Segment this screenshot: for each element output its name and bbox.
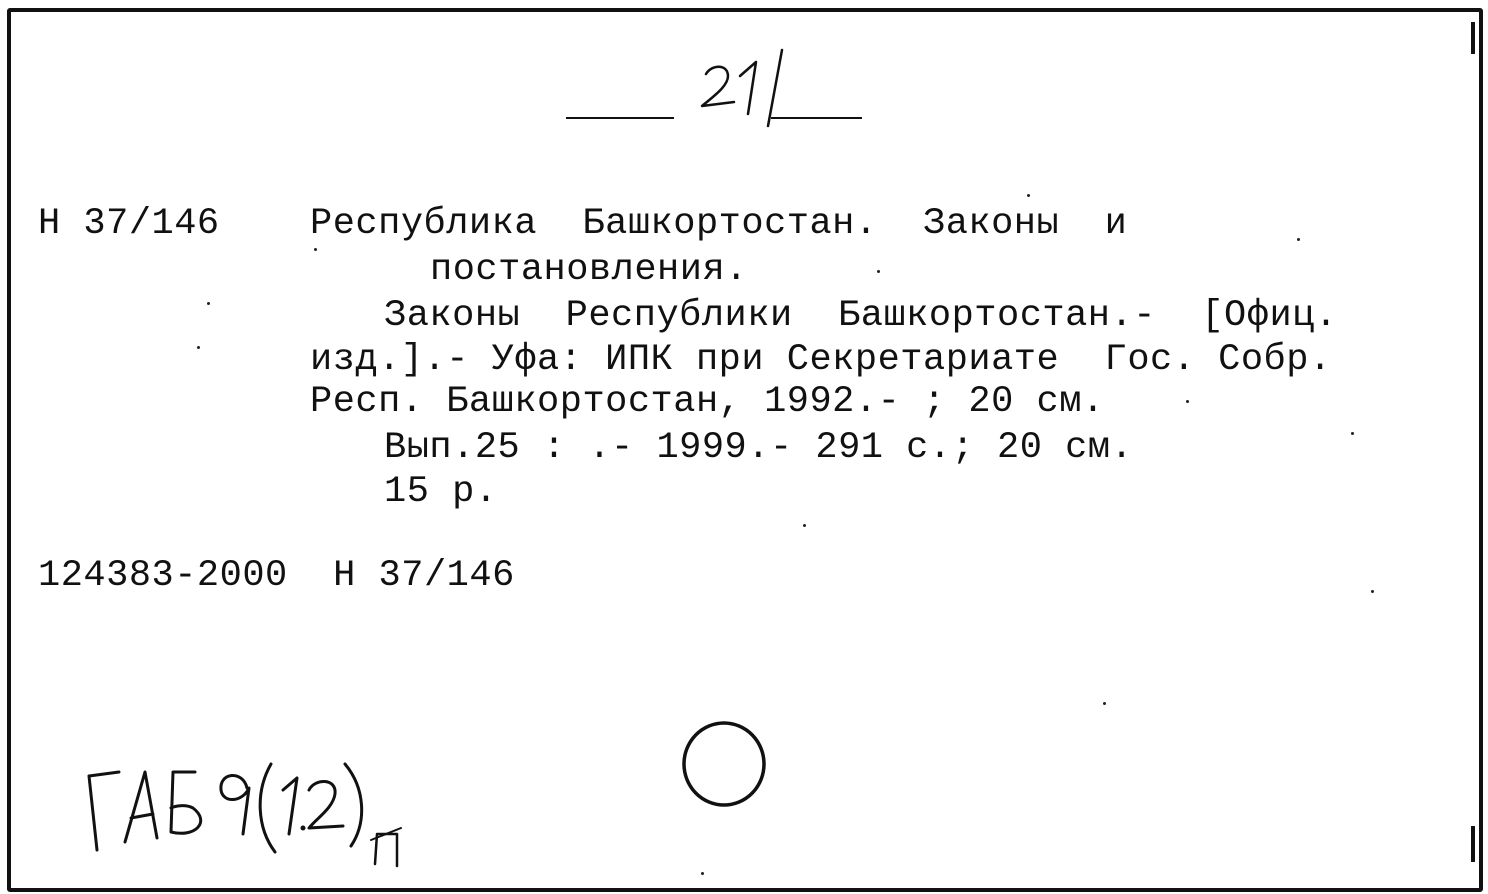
- scan-speck: [1027, 194, 1030, 197]
- scan-speck: [1351, 432, 1354, 435]
- title-line-2: изд.].- Уфа: ИПК при Секретариате Гос. Собр.: [310, 339, 1332, 381]
- call-number: Н 37/146: [38, 203, 220, 245]
- heading-line-2: постановления.: [430, 249, 748, 291]
- scan-speck: [1371, 590, 1374, 593]
- catalog-card: [7, 8, 1483, 892]
- scan-speck: [1297, 238, 1300, 241]
- title-line-3: Респ. Башкортостан, 1992.- ; 20 см.: [310, 381, 1105, 423]
- scan-speck: [207, 302, 210, 305]
- issue-line: Вып.25 : .- 1999.- 291 с.; 20 см.: [384, 427, 1134, 469]
- scan-edge-mark: [1471, 22, 1475, 54]
- scan-speck: [877, 270, 880, 273]
- scan-speck: [803, 524, 806, 527]
- scan-speck: [1103, 702, 1106, 705]
- scan-edge-mark: [1471, 826, 1475, 862]
- scan-speck: [701, 872, 704, 875]
- scan-speck: [1186, 400, 1189, 403]
- scan-speck: [314, 248, 317, 251]
- title-line-1: Законы Республики Башкортостан.- [Офиц.: [384, 295, 1338, 337]
- price-line: 15 р.: [384, 471, 498, 513]
- handwritten-shelf-mark: [75, 742, 435, 882]
- accession-line: 124383-2000 Н 37/146: [38, 555, 515, 597]
- scan-speck: [197, 346, 200, 349]
- handwritten-card-number: [556, 44, 876, 144]
- punch-hole: [679, 716, 779, 816]
- heading-line-1: Республика Башкортостан. Законы и: [310, 203, 1128, 245]
